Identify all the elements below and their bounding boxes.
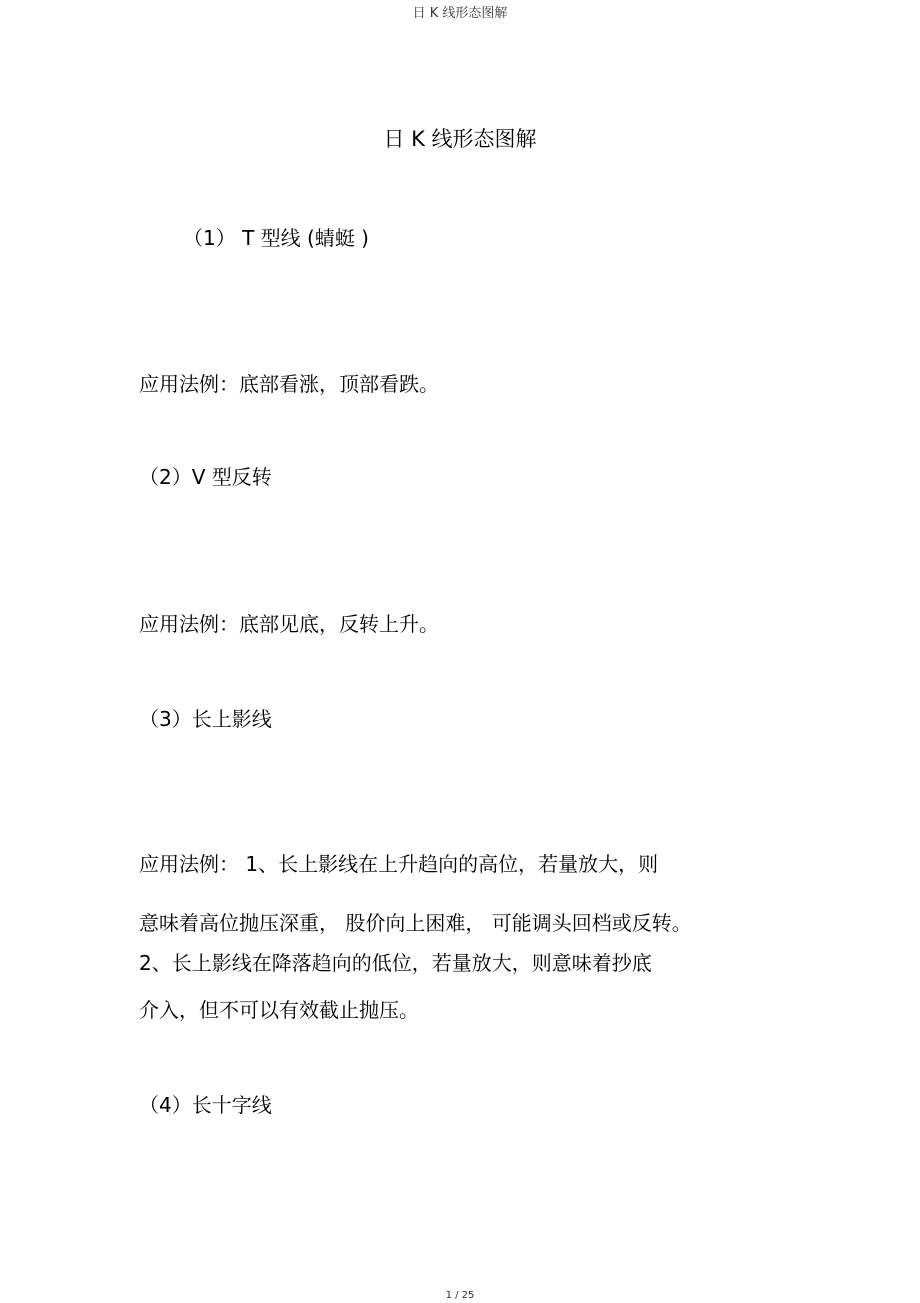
running-header: 日 K 线形态图解	[412, 6, 508, 21]
section-rule-3-line-2: 意味着高位抛压深重， 股价向上困难， 可能调头回档或反转。	[139, 911, 692, 935]
section-rule-3-line-3: 2、长上影线在降落趋向的低位，若量放大，则意味着抄底	[139, 951, 652, 975]
section-rule-1: 应用法例：底部看涨，顶部看跌。	[139, 372, 439, 396]
section-rule-3-line-1: 应用法例： 1、长上影线在上升趋向的高位，若量放大，则	[139, 852, 659, 876]
page-number: 1 / 25	[445, 1290, 475, 1301]
section-heading-4: （4）长十字线	[139, 1093, 272, 1117]
page-title: 日 K 线形态图解	[383, 127, 537, 151]
section-rule-2: 应用法例：底部见底，反转上升。	[139, 612, 439, 636]
section-rule-3-line-4: 介入，但不可以有效截止抛压。	[139, 998, 419, 1022]
section-heading-3: （3）长上影线	[139, 707, 272, 731]
section-heading-1: （1） T 型线 (蜻蜓 )	[183, 226, 369, 250]
section-heading-2: （2）V 型反转	[139, 465, 272, 489]
